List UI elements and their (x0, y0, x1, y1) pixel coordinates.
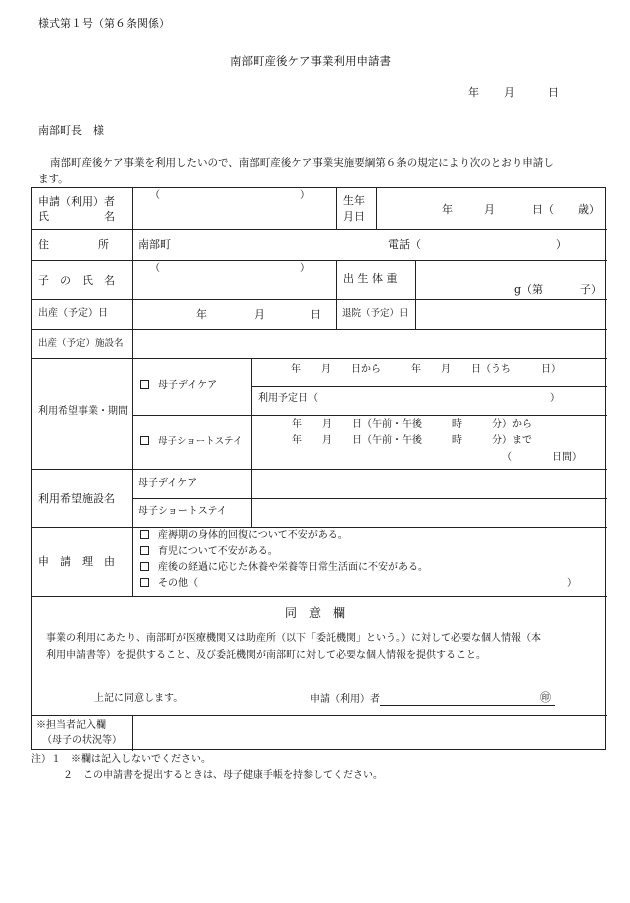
birth-label-2: 月日 (343, 210, 365, 223)
applicant-label: 申請（利用）者 (38, 195, 115, 208)
child-name-field[interactable] (144, 276, 329, 296)
signature-label: 申請（利用）者 (310, 694, 380, 705)
reason-checkbox[interactable] (140, 530, 149, 539)
reason-checkbox[interactable] (140, 546, 149, 555)
preferred-facility-label: 利用希望施設名 (38, 492, 115, 505)
shortstay-label: 母子ショートステイ (158, 436, 243, 447)
note-1: 注）１ ※欄は記入しないでください。 (31, 754, 211, 765)
reason-checkbox[interactable] (140, 562, 149, 571)
child-furigana-close: ） (300, 263, 310, 274)
birth-age: 歳） (578, 203, 600, 216)
consent-text-2: 利用申請書等）を提供すること、及び委託機関が南部町に対して必要な個人情報を提供すること。 (46, 650, 486, 661)
preferred-shortstay-field[interactable] (256, 502, 602, 524)
daycare-period: 年 月 日から 年 月 日（うち 日） (291, 364, 561, 375)
delivery-facility-label: 出産（予定）施設名 (38, 338, 124, 349)
address-label: 住 所 (38, 238, 110, 251)
delivery-month: 月 (254, 308, 265, 321)
preferred-daycare-label: 母子デイケア (138, 478, 198, 489)
date-day: 日 (548, 86, 559, 99)
applicant-signature[interactable] (310, 690, 555, 706)
daycare-dates-label: 利用予定日（ (258, 393, 318, 404)
phone-field[interactable] (424, 233, 552, 255)
reason-other-close: ） (567, 578, 577, 589)
shortstay-option[interactable] (140, 436, 242, 447)
preferred-shortstay-label: 母子ショートステイ (138, 506, 227, 517)
birth-weight-field[interactable] (420, 264, 600, 296)
birthdate-field[interactable] (380, 192, 602, 226)
daycare-dates-close: ） (550, 393, 560, 404)
daycare-checkbox[interactable] (140, 380, 149, 389)
reason-item[interactable]: 産褥期の身体的回復について不安がある。 (140, 530, 348, 542)
intro-text: 南部町産後ケア事業を利用したいので、南部町産後ケア事業実施要綱第６条の規定により次のとおり申請し (50, 157, 554, 169)
address-value: 南部町 (138, 238, 171, 251)
shortstay-end: 年 月 日（午前・午後 時 分）まで (292, 435, 532, 446)
furigana-open: （ (150, 190, 160, 201)
preferred-daycare-field[interactable] (256, 473, 602, 495)
reason-item[interactable]: 産後の経過に応じた休養や栄養等日常生活面に不安がある。 (140, 562, 428, 574)
reason-item[interactable]: その他（ (140, 578, 198, 590)
application-form (31, 187, 606, 750)
delivery-date-label: 出産（予定）日 (38, 308, 108, 319)
birth-order: 子） (580, 283, 602, 296)
applicant-name-label: 氏 名 (38, 210, 115, 223)
phone-close: ） (556, 238, 567, 251)
birth-weight-label: 出 生 体 重 (343, 272, 398, 285)
shortstay-checkbox[interactable] (140, 436, 149, 445)
discharge-date-label: 退院（予定）日 (342, 308, 409, 319)
delivery-year: 年 (196, 308, 207, 321)
address-field[interactable] (172, 233, 372, 255)
reason-item[interactable]: 育児について不安がある。 (140, 546, 278, 558)
staff-section-sublabel: （母子の状況等） (42, 735, 122, 746)
page-title: 南部町産後ケア事業利用申請書 (230, 54, 391, 68)
agree-text: 上記に同意します。 (94, 693, 184, 704)
furigana-close: ） (300, 190, 310, 201)
reason-label: 申 請 理 由 (38, 555, 115, 568)
addressee: 南部町長 様 (38, 124, 104, 137)
shortstay-start: 年 月 日（午前・午後 時 分）から (292, 419, 532, 430)
birth-weight-unit: g（第 (514, 283, 544, 296)
applicant-name-field[interactable] (144, 202, 329, 224)
daycare-option[interactable] (140, 380, 217, 392)
birth-day: 日（ (532, 203, 554, 216)
intro-text-2: ます。 (38, 173, 69, 185)
reason-checkbox[interactable] (140, 578, 149, 587)
birth-year: 年 (442, 203, 453, 216)
daycare-label: 母子デイケア (158, 380, 218, 391)
note-2: ２ この申請書を提出するときは、母子健康手帳を持参してください。 (63, 770, 383, 781)
staff-section-label: ※担当者記入欄 (36, 720, 106, 731)
staff-notes-field[interactable] (136, 719, 602, 747)
birth-label: 生年 (343, 194, 365, 207)
reason-other-field[interactable] (212, 577, 562, 593)
shortstay-days: （ 日間） (502, 452, 582, 463)
service-period-label: 利用希望事業・期間 (38, 406, 128, 417)
consent-title: 同 意 欄 (285, 606, 346, 620)
delivery-facility-field[interactable] (136, 332, 602, 356)
child-name-label: 子 の 氏 名 (38, 274, 115, 287)
date-year: 年 (468, 86, 479, 99)
phone-label: 電話（ (388, 238, 421, 251)
delivery-date-field[interactable] (136, 302, 332, 326)
date-month: 月 (504, 86, 515, 99)
child-furigana-open: （ (150, 263, 160, 274)
form-number: 様式第１号（第６条関係） (38, 17, 170, 30)
delivery-day: 日 (310, 308, 321, 321)
seal-mark: ㊞ (540, 690, 551, 704)
consent-text: 事業の利用にあたり、南部町が医療機関又は助産所（以下「委託機関」という。）に対して必要な個人情報（本 (46, 633, 541, 644)
signature-line[interactable] (380, 690, 555, 706)
discharge-date-field[interactable] (420, 302, 602, 326)
daycare-dates-field[interactable] (328, 389, 546, 409)
birth-month: 月 (484, 203, 495, 216)
